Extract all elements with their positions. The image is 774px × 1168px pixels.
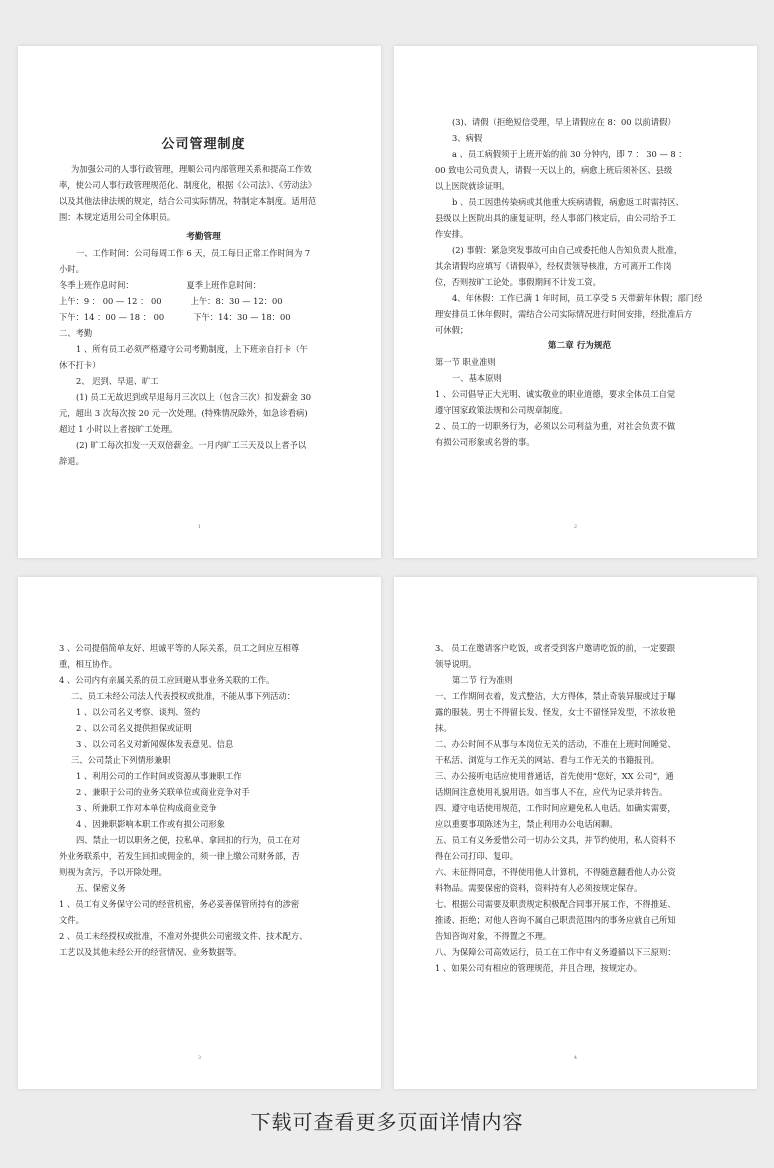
- text-line: 2 、兼职于公司的业务关联单位或商业竞争对手: [76, 787, 250, 797]
- document-page-3: [18, 577, 381, 1089]
- text-line: 作安排。: [435, 229, 469, 239]
- text-line: 四、遵守电话使用规范，工作时间应避免私人电话。如确实需要，: [435, 803, 676, 813]
- text-line: 工艺以及其他未经公开的经营情况、业务数据等。: [59, 947, 242, 957]
- text-line: 2 、员工未经授权或批准，不准对外提供公司密级文件、技术配方、: [59, 931, 308, 941]
- text-line: 领导说明。: [435, 659, 477, 669]
- text-line: 三、公司禁止下列情形兼职: [71, 755, 171, 765]
- text-line: 外业务联系中，若发生回扣或佣金的，须一律上缴公司财务部，否: [59, 851, 300, 861]
- text-line: 六、未征得同意，不得使用他人计算机，不得随意翻看他人办公资: [435, 867, 676, 877]
- text-line: 第二节 行为准则: [452, 675, 513, 685]
- text-line: 3 、公司提倡简单友好、坦诚平等的人际关系，员工之间应互相尊: [59, 643, 300, 653]
- text-line: 话期间注意使用礼貌用语。如当事人不在，应代为记录并转告。: [435, 787, 668, 797]
- text-line: 下午：14 ：00 — 18 ： 00 下午：14：30 — 18：00: [59, 312, 291, 322]
- text-line: 得在公司打印、复印。: [435, 851, 518, 861]
- text-line: 位，否则按旷工论处。事假期间不计发工资。: [435, 277, 601, 287]
- text-line: 4 、因兼职影响本职工作或有损公司形象: [76, 819, 225, 829]
- text-line: 第一节 职业准则: [435, 357, 496, 367]
- text-line: 干私活、浏览与工作无关的网站、看与工作无关的书籍报刊。: [435, 755, 660, 765]
- text-line: 其余请假均应填写《请假单》，经权责领导核准，方可离开工作岗: [435, 261, 672, 271]
- text-line: 一、工作期间衣着，发式整洁，大方得体，禁止奇装异服或过于曝: [435, 691, 676, 701]
- text-line: 遵守国家政策法规和公司规章制度。: [435, 405, 568, 415]
- text-line: 上午：9 ： 00 — 12 ： 00 上午：8：30 — 12：00: [59, 296, 283, 306]
- intro-line: 围：本规定适用公司全体职员。: [59, 212, 176, 222]
- text-line: 告知咨询对象，不得置之不理。: [435, 931, 552, 941]
- text-line: 二、员工未经公司法人代表授权或批准，不能从事下列活动：: [71, 691, 296, 701]
- text-line: 五、员工有义务爱惜公司一切办公文具，并节约使用，私人资料不: [435, 835, 676, 845]
- document-page-4: [394, 577, 757, 1089]
- text-line: a 、员工病假须于上班开始的前 30 分钟内，即 7 ： 30 — 8 ：: [452, 149, 687, 159]
- text-line: 4、年休假：工作已满 1 年时间，员工享受 5 天带薪年休假；部门经: [452, 293, 703, 303]
- page-number: 3: [197, 1055, 202, 1061]
- text-line: 抹。: [435, 723, 452, 733]
- text-line: 八、为保障公司高效运行，员工在工作中有义务遵循以下三原则：: [435, 947, 676, 957]
- intro-line: 以及其他法律法规的规定，结合公司实际情况，特制定本制度。适用范: [59, 196, 317, 206]
- text-line: 二、考勤: [59, 328, 93, 338]
- text-line: 有损公司形象或名誉的事。: [435, 437, 535, 447]
- text-line: 超过 1 小时以上者按旷工处理。: [59, 424, 178, 434]
- text-line: 3、 员工在邀请客户吃饭，或者受到客户邀请吃饭的前，一定要跟: [435, 643, 676, 653]
- document-page-2: [394, 46, 757, 558]
- text-line: 休不打卡）: [59, 360, 101, 370]
- text-line: 一、基本原则: [452, 373, 502, 383]
- text-line: 七、根据公司需要及职责规定积极配合同事开展工作，不得推延、: [435, 899, 676, 909]
- text-line: (2) 事假：紧急突发事故可由自己或委托他人告知负责人批准，: [452, 245, 683, 255]
- intro-line: 为加强公司的人事行政管理，理顺公司内部管理关系和提高工作效: [71, 164, 312, 174]
- page-content: [59, 577, 348, 960]
- text-line: 则视为贪污，予以开除处理。: [59, 867, 167, 877]
- text-line: 2、 迟到、早退、旷工: [76, 376, 159, 386]
- page-content: [435, 577, 724, 976]
- page-content: [59, 46, 348, 469]
- page-number: 4: [573, 1055, 578, 1061]
- chapter-heading: 第二章 行为规范: [547, 341, 612, 351]
- text-line: 应以重要事项陈述为主，禁止利用办公电话闲聊。: [435, 819, 618, 829]
- text-line: 重，相互协作。: [59, 659, 118, 669]
- text-line: 4 、公司内有亲属关系的员工应回避从事业务关联的工作。: [59, 675, 275, 685]
- text-line: 1 、如果公司有相应的管理规范，并且合理，按规定办。: [435, 963, 643, 973]
- text-line: 四、禁止一切以职务之便，拉私单、拿回扣的行为，员工在对: [76, 835, 301, 845]
- text-line: (3)、请假（拒绝短信受理，早上请假应在 8：00 以前请假）: [452, 117, 676, 127]
- download-more-caption[interactable]: 下载可查看更多页面详情内容: [250, 1110, 524, 1134]
- text-line: 露的服装。男士不得留长发、怪发，女士不留怪异发型，不浓妆艳: [435, 707, 676, 717]
- text-line: 3 、所兼职工作对本单位构成商业竞争: [76, 803, 217, 813]
- text-line: 3、病假: [452, 133, 483, 143]
- text-line: 一、工作时间：公司每周工作 6 天，员工每日正常工作时间为 7: [76, 248, 311, 258]
- text-line: 文件。: [59, 915, 84, 925]
- text-line: 冬季上班作息时间： 夏季上班作息时间：: [59, 280, 262, 290]
- text-line: 以上医院就诊证明。: [435, 181, 510, 191]
- text-line: 三、办公接听电话应使用普通话，首先使用“您好，XX 公司”，通: [435, 771, 674, 781]
- text-line: 2 、以公司名义提供担保或证明: [76, 723, 192, 733]
- text-line: 料物品。需要保密的资料，资料持有人必须按规定保存。: [435, 883, 643, 893]
- text-line: 小时。: [59, 264, 84, 274]
- text-line: 辞退。: [59, 456, 84, 466]
- text-line: 五、保密义务: [76, 883, 126, 893]
- text-line: 00 致电公司负责人，请假一天以上的，病愈上班后须补区、县级: [435, 165, 673, 175]
- text-line: (2) 旷工每次扣发一天双倍薪金。一月内旷工三天及以上者予以: [76, 440, 307, 450]
- text-line: 推诿、拒绝；对他人咨询不属自己职责范围内的事务应就自己所知: [435, 915, 676, 925]
- page-number: 2: [573, 524, 578, 530]
- text-line: 理安排员工休年假时，需结合公司实际情况进行时间安排，经批准后方: [435, 309, 693, 319]
- page-content: [435, 46, 724, 450]
- text-line: 元，超出 3 次每次按 20 元一次处理。(特殊情况除外，如急诊看病): [59, 408, 308, 418]
- text-line: 可休假；: [435, 325, 469, 335]
- document-title: 公司管理制度: [161, 137, 246, 152]
- text-line: 1 、以公司名义考察、谈判、签约: [76, 707, 201, 717]
- text-line: (1) 员工无故迟到或早退每月三次以上（包含三次）扣发薪金 30: [76, 392, 312, 402]
- text-line: b 、员工因患传染病或其他重大疾病请假，病愈返工时需持区、: [452, 197, 684, 207]
- intro-line: 率，使公司人事行政管理规范化、制度化，根据《公司法》、《劳动法》: [59, 180, 317, 190]
- section-heading: 考勤管理: [186, 232, 221, 242]
- text-line: 县级以上医院出具的康复证明，经人事部门核定后，由公司给予工: [435, 213, 676, 223]
- text-line: 1 、利用公司的工作时间或资源从事兼职工作: [76, 771, 242, 781]
- page-number: 1: [197, 524, 202, 530]
- text-line: 1 、所有员工必须严格遵守公司考勤制度，上下班亲自打卡（午: [76, 344, 308, 354]
- document-page-1: [18, 46, 381, 558]
- text-line: 1 、公司倡导正大光明、诚实敬业的职业道德，要求全体员工自觉: [435, 389, 676, 399]
- text-line: 3 、以公司名义对新闻媒体发表意见、信息: [76, 739, 234, 749]
- text-line: 1 、员工有义务保守公司的经营机密，务必妥善保管所持有的涉密: [59, 899, 300, 909]
- text-line: 2 、员工的一切职务行为，必须以公司利益为重，对社会负责不做: [435, 421, 676, 431]
- text-line: 二、办公时间不从事与本岗位无关的活动，不准在上班时间睡觉、: [435, 739, 676, 749]
